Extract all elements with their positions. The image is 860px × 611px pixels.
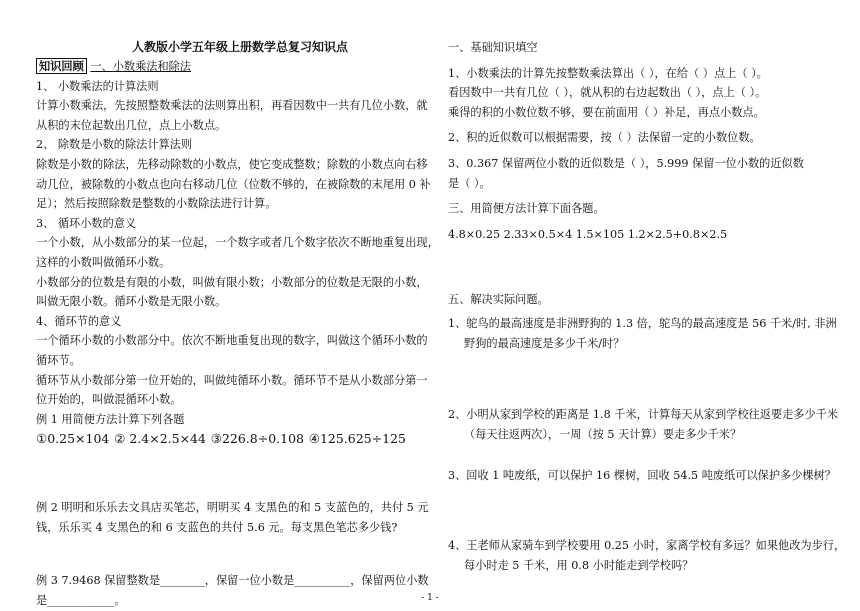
- rule-3-text: 小数部分的位数是有限的小数，叫做有限小数；小数部分的位数是无限的小数，: [36, 275, 428, 289]
- section-word-problems: 五、解决实际问题。: [448, 293, 549, 307]
- example-1-item: ③226.8÷0.108: [210, 431, 304, 447]
- rule-3-text: 一个小数，从小数部分的某一位起，一个数字或者几个数字依次不断地重复出现，: [36, 236, 439, 250]
- rule-1-heading: 1、 小数乘法的计算法则: [36, 79, 159, 93]
- question-1-text: 乘得的积的小数位数不够，要在前面用（ ）补足，再点小数点。: [448, 105, 765, 119]
- rule-1-text: 从积的末位起数出几位，点上小数点。: [36, 118, 227, 132]
- rule-3-text: 这样的小数叫做循环小数。: [36, 255, 171, 269]
- question-3-text: 是（ ）。: [448, 176, 491, 190]
- example-1-items: [36, 429, 406, 448]
- word-problem-4: 每小时走 5 千米，用 0.8 小时能走到学校吗？: [464, 558, 694, 572]
- word-problem-1: 1、鸵鸟的最高速度是非洲野狗的 1.3 倍，鸵鸟的最高速度是 56 千米/时, 非洲: [448, 316, 837, 330]
- rule-4-text: 一个循环小数的小数部分中。依次不断地重复出现的数字，叫做这个循环小数的: [36, 334, 428, 348]
- word-problem-1: 野狗的最高速度是多少千米/时？: [464, 336, 625, 350]
- example-1-item: ② 2.4×2.5×44: [114, 431, 206, 447]
- rule-2-text: 除数是小数的除法，先移动除数的小数点，使它变成整数；除数的小数点向右移: [36, 157, 428, 171]
- question-1-text: 看因数中一共有几位（ ），就从积的右边起数出（ ），点上（ ）。: [448, 86, 767, 100]
- word-problem-4: 4、王老师从家骑车到学校要用 0.25 小时，家离学校有多远？如果他改为步行，: [448, 538, 846, 552]
- example-1-heading: 例 1 用简便方法计算下列各题: [36, 412, 185, 426]
- rule-2-text: 足）；然后按照除数是整数的小数除法进行计算。: [36, 197, 277, 211]
- rule-4-text: 循环节从小数部分第一位开始的，叫做纯循环小数。循环节不是从小数部分第一: [36, 373, 428, 387]
- left-column: [36, 38, 439, 611]
- rule-4-text: 循环节。: [36, 353, 81, 367]
- rule-1-text: 计算小数乘法，先按照整数乘法的法则算出积，再看因数中一共有几位小数，就: [36, 99, 428, 113]
- rule-4-text: 位开始的，叫做混循环小数。: [36, 393, 182, 407]
- example-1-item: ④125.625÷125: [308, 431, 406, 447]
- rule-4-heading: 4、循环节的意义: [36, 314, 122, 328]
- question-2-text: 2、积的近似数可以根据需要，按（ ）法保留一定的小数位数。: [448, 131, 761, 145]
- word-problem-2: 2、小明从家到学校的距离是 1.8 千米，计算每天从家到学校往返要走多少千米: [448, 408, 839, 422]
- question-3-text: 3、0.367 保留两位小数的近似数是（ ），5.999 保留一位小数的近似数: [448, 156, 804, 170]
- section-simplify-calc: 三、用简便方法计算下面各题。: [448, 202, 605, 216]
- calc-problems: 4.8×0.25 2.33×0.5×4 1.5×105 1.2×2.5+0.8×2.5: [448, 227, 728, 241]
- question-1-text: 1、小数乘法的计算先按整数乘法算出（ ），在给（ ）点上（ ）。: [448, 66, 768, 80]
- rule-3-heading: 3、 循环小数的意义: [36, 216, 137, 230]
- example-2-text: 例 2 明明和乐乐去文具店买笔芯，明明买 4 支黑色的和 5 支蓝色的，共付 5 元: [36, 501, 429, 515]
- rule-3-text: 叫做无限小数。循环小数是无限小数。: [36, 295, 227, 309]
- rule-2-text: 动几位，被除数的小数点也向右移动几位（位数不够的，在被除数的末尾用 0 补: [36, 177, 431, 191]
- page-number: - 1 -: [421, 593, 439, 603]
- section-1-heading: 一、小数乘法和除法: [90, 60, 192, 73]
- example-3-text: 是____________。: [36, 594, 126, 608]
- word-problem-2: （每天往返两次），一周（按 5 天计算）要走多少千米？: [464, 427, 742, 441]
- knowledge-review-tag: 知识回顾: [36, 58, 87, 74]
- right-column: [448, 38, 846, 575]
- rule-2-heading: 2、 除数是小数的除法计算法则: [36, 138, 193, 152]
- section-basic-fill: 一、基础知识填空: [448, 41, 538, 54]
- example-2-text: 钱，乐乐买 4 支黑色的和 6 支蓝色的共付 5.6 元。每支黑色笔芯多少钱?: [36, 520, 398, 534]
- example-1-item: ①0.25×104: [36, 431, 110, 447]
- section-heading-row: [36, 57, 414, 77]
- word-problem-3: 3、回收 1 吨废纸，可以保护 16 棵树，回收 54.5 吨废纸可以保护多少棵树？: [448, 469, 836, 483]
- page-title: 人教版小学五年级上册数学总复习知识点: [131, 40, 348, 54]
- example-3-text: 例 3 7.9468 保留整数是________，保留一位小数是__________，保留两位小数: [36, 574, 429, 588]
